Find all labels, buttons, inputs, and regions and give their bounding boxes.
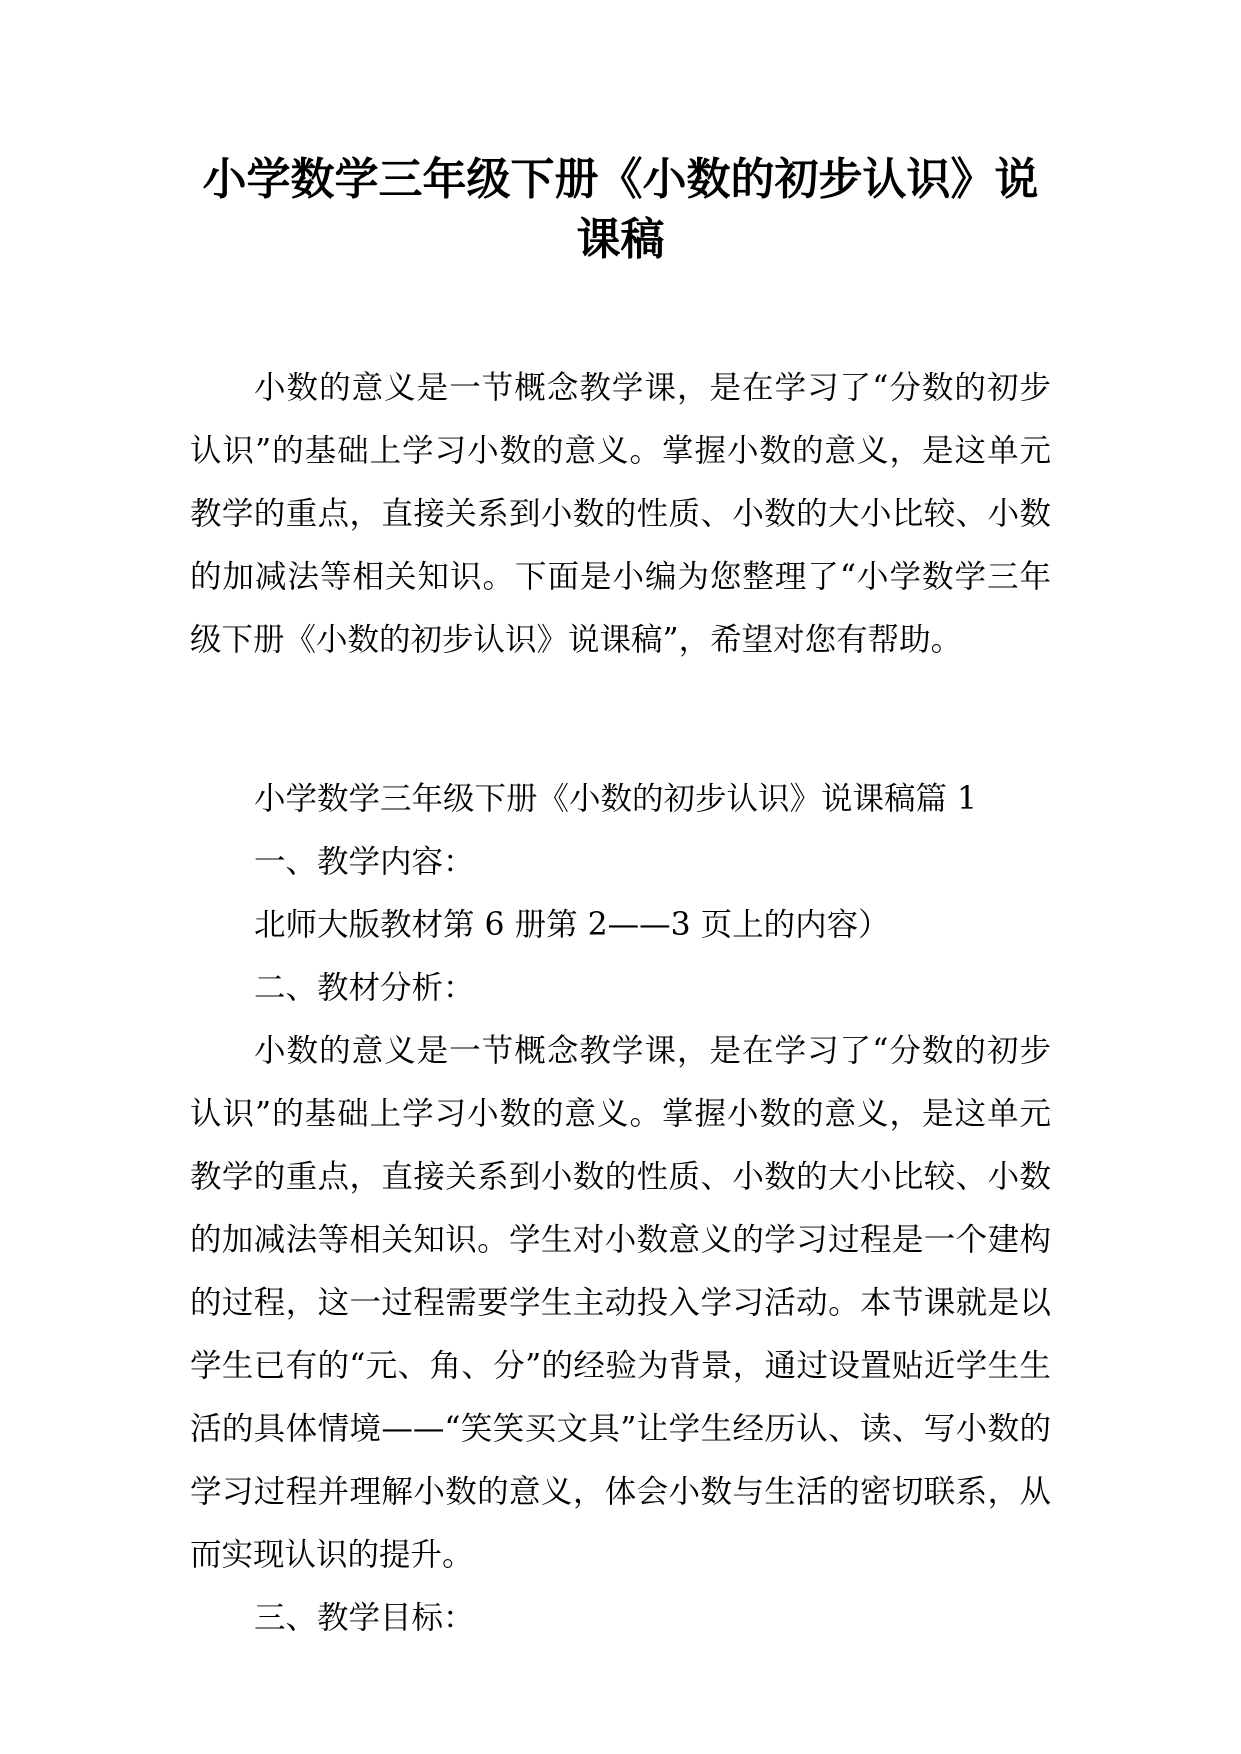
section-title: 小学数学三年级下册《小数的初步认识》说课稿篇 1 <box>254 781 978 817</box>
intro-paragraph: 小数的意义是一节概念教学课，是在学习了“分数的初步认识”的基础上学习小数的意义。掌握小数的意义，是这单元教学的重点，直接关系到小数的性质、小数的大小比较、小数的加减法等相关知识。下面是小编为您整理了“小学数学三年级下册《小数的初步认识》说课稿”，希望对您有帮助。 <box>190 370 1051 658</box>
document-body <box>190 357 1051 1650</box>
material-analysis-text: 小数的意义是一节概念教学课，是在学习了“分数的初步认识”的基础上学习小数的意义。掌握小数的意义，是这单元教学的重点，直接关系到小数的性质、小数的大小比较、小数的加减法等相关知识。学生对小数意义的学习过程是一个建构的过程，这一过程需要学生主动投入学习活动。本节课就是以学生已有的“元、角、分”的经验为背景，通过设置贴近学生生活的具体情境——“笑笑买文具”让学生经历认、读、写小数的学习过程并理解小数的意义，体会小数与生活的密切联系，从而实现认识的提升。 <box>190 1033 1051 1573</box>
heading-teaching-content: 一、教学内容： <box>254 844 475 880</box>
spacer <box>190 672 1051 768</box>
heading-teaching-objectives: 三、教学目标： <box>254 1600 475 1636</box>
heading-material-analysis: 二、教材分析： <box>254 970 475 1006</box>
document-title <box>190 150 1051 270</box>
teaching-content-text: 北师大版教材第 6 册第 2——3 页上的内容） <box>254 907 890 943</box>
title-line-2: 课稿 <box>576 214 665 265</box>
title-line-1: 小学数学三年级下册《小数的初步认识》说 <box>202 154 1039 205</box>
